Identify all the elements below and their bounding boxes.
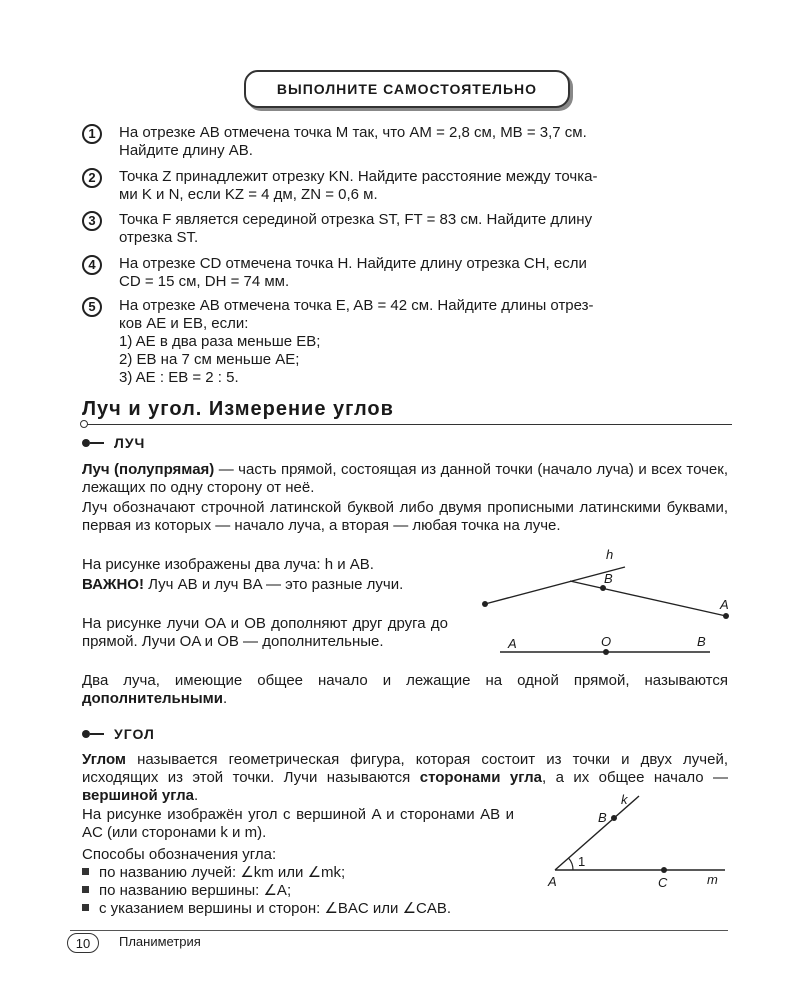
dash-icon [90, 442, 104, 444]
label-angle-1: 1 [578, 854, 586, 869]
bold-term: дополнительными [82, 690, 223, 707]
point-o [603, 649, 609, 655]
footer-rule [70, 930, 728, 931]
square-bullet-icon [82, 868, 89, 875]
task-line: На отрезке AB отмечена точка M так, что AM = 2,8 см, MB = 3,7 см. [119, 124, 587, 141]
square-bullet-icon [82, 904, 89, 911]
point-a [723, 613, 729, 619]
task-line: CD = 15 см, DH = 74 мм. [119, 273, 290, 290]
task-5 [82, 297, 732, 387]
task-line: Точка F является серединой отрезка ST, FT = 83 см. Найдите длину [119, 211, 593, 228]
ray-heading-text: ЛУЧ [114, 435, 146, 451]
dash-icon [90, 733, 104, 735]
list-item [82, 864, 451, 882]
list-item [82, 900, 451, 918]
ray-k [555, 796, 639, 870]
point-c [661, 867, 667, 873]
important-text: Луч AB и луч BA — это разные лучи. [143, 576, 404, 593]
angle-figure [540, 788, 740, 898]
section-title: Луч и угол. Измерение углов [82, 398, 394, 420]
square-bullet-icon [82, 886, 89, 893]
label-h: h [606, 547, 614, 562]
label-a2: A [508, 636, 517, 651]
ray-complementary-def [82, 672, 728, 708]
list-item [82, 882, 451, 900]
page-number: 10 [67, 933, 99, 953]
section-rule [82, 424, 732, 425]
ray-heading [82, 435, 145, 451]
task-line: отрезка ST. [119, 229, 199, 246]
ray-notation: Луч обозначают строчной латинской буквой либо двумя прописными латинскими буквами, первая из которых — начало луча, а вторая — любая точка на луче. [82, 499, 728, 534]
label-k: k [621, 792, 628, 807]
ray-complementary: На рисунке лучи OA и OB дополняют друг друга до прямой. Лучи OA и OB — дополнительные. [82, 615, 448, 650]
bullet-icon [82, 439, 90, 447]
text: Два луча, имеющие общее начало и лежащие на одной прямой, называются [82, 672, 728, 689]
task-4 [82, 255, 732, 291]
point-b [611, 815, 617, 821]
label-b2: B [697, 634, 706, 649]
ray-definition [82, 461, 728, 497]
text: . [193, 787, 199, 804]
task-number: 1 [82, 124, 102, 144]
task-line: 2) EB на 7 см меньше AE; [119, 351, 300, 368]
text: называется геометрическая фигура, которая состоит из точки и двух лучей, исходящих из этой точки. Лучи называются [82, 751, 728, 786]
task-3 [82, 211, 732, 247]
label-b: B [598, 810, 607, 825]
task-line: Точка Z принадлежит отрезку KN. Найдите расстояние между точка- [119, 168, 598, 185]
list-item-text: с указанием вершины и сторон: ∠BAC или ∠CAB. [99, 900, 452, 917]
bold-term: вершиной угла [82, 787, 194, 804]
ray-term: Луч (полупрямая) [82, 461, 215, 478]
task-1 [82, 124, 732, 160]
list-item-text: по названию вершины: ∠A; [99, 882, 292, 899]
ray-ab [570, 581, 726, 616]
list-item-text: по названию лучей: ∠km или ∠mk; [99, 864, 346, 881]
task-line: Найдите длину AB. [119, 142, 253, 159]
label-m: m [707, 872, 718, 887]
task-line: На отрезке AB отмечена точка E, AB = 42 см. Найдите длины отрез- [119, 297, 594, 314]
task-line: ков AE и EB, если: [119, 315, 249, 332]
label-b: B [604, 571, 613, 586]
task-number: 3 [82, 211, 102, 231]
label-o: O [601, 634, 612, 649]
section-rule-dot [80, 420, 88, 428]
angle-figure-caption: На рисунке изображён угол с вершиной A и сторонами AB и AC (или сторонами k и m). [82, 806, 514, 841]
ray-h-origin [482, 601, 488, 607]
angle-heading-text: УГОЛ [114, 726, 155, 742]
task-line: ми K и N, если KZ = 4 дм, ZN = 0,6 м. [119, 186, 378, 203]
task-line: На отрезке CD отмечена точка H. Найдите длину отрезка CH, если [119, 255, 587, 272]
task-number: 4 [82, 255, 102, 275]
running-title: Планиметрия [119, 934, 201, 949]
task-2 [82, 168, 732, 204]
angle-term: Углом [82, 751, 127, 768]
section-banner: ВЫПОЛНИТЕ САМОСТОЯТЕЛЬНО [244, 70, 570, 108]
ray-figure-caption: На рисунке изображены два луча: h и AB. [82, 556, 374, 573]
important-label: ВАЖНО! [82, 576, 144, 593]
bullet-icon [82, 730, 90, 738]
ray-def-text: — часть прямой, состоящая из данной точки (начало луча) и всех точек, лежащих по одну сторону от неё. [82, 461, 728, 496]
ray-figure [470, 545, 740, 660]
text: , а их общее начало — [541, 769, 729, 786]
text: . [222, 690, 228, 707]
task-number: 5 [82, 297, 102, 317]
task-line: 3) AE : EB = 2 : 5. [119, 369, 239, 386]
label-a: A [720, 597, 729, 612]
angle-notation-title: Способы обозначения угла: [82, 846, 277, 863]
task-number: 2 [82, 168, 102, 188]
angle-notation-list [82, 864, 451, 918]
ray-important [82, 576, 448, 594]
label-c: C [658, 875, 668, 890]
bold-term: сторонами угла [419, 769, 542, 786]
task-line: 1) AE в два раза меньше EB; [119, 333, 321, 350]
angle-arc [569, 858, 574, 870]
angle-heading [82, 726, 155, 742]
label-a: A [548, 874, 557, 889]
